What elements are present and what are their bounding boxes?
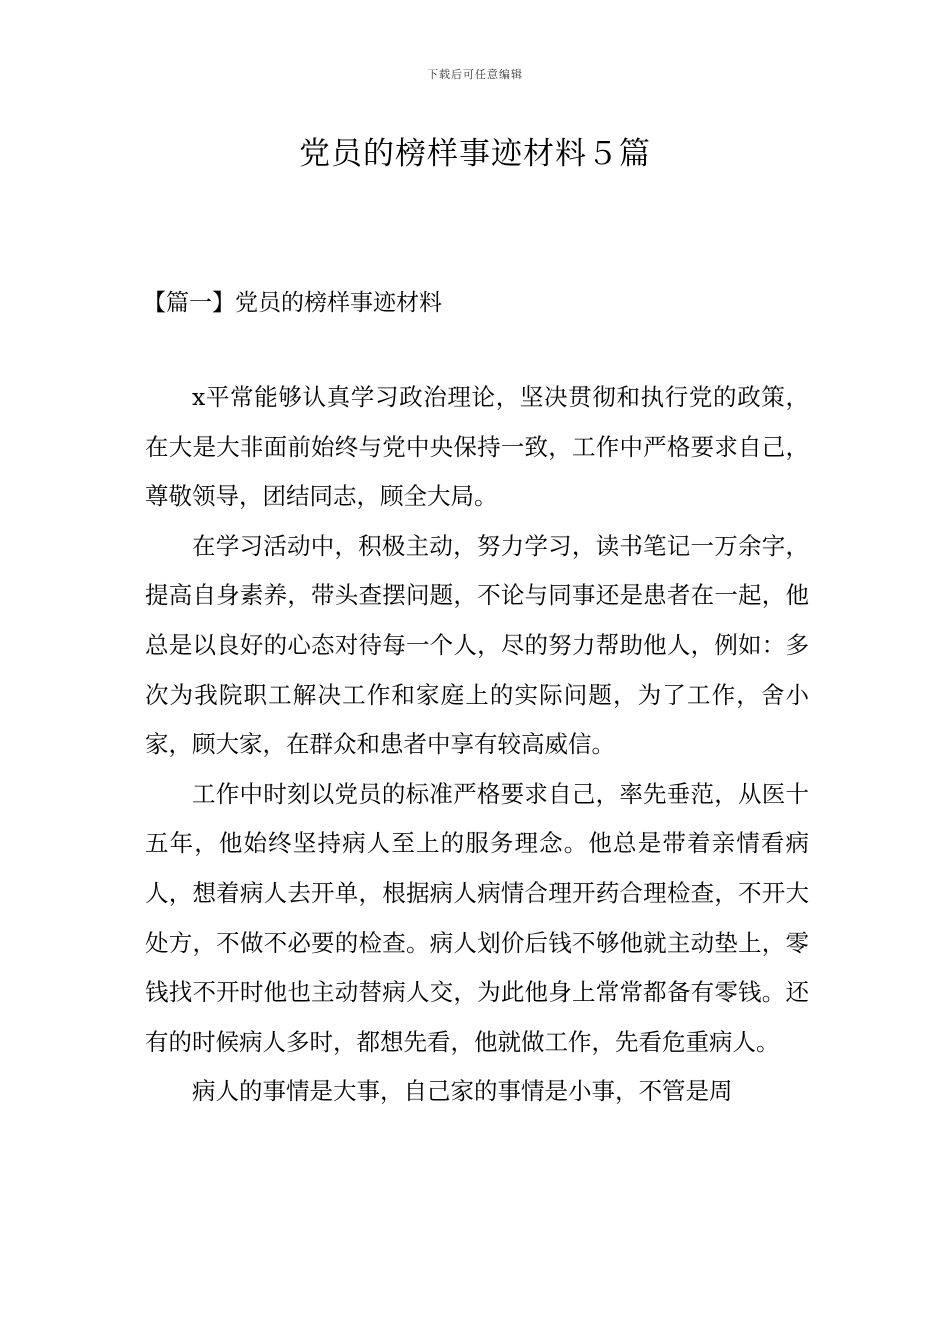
paragraph-3: 工作中时刻以党员的标准严格要求自己，率先垂范，从医十五年，他始终坚持病人至上的服务理念。他总是带着亲情看病人，想着病人去开单，根据病人病情合理开药合理检查，不开大处方，不做不必要的检查。病人划价后钱不够他就主动垫上，零钱找不开时他也主动替病人交，为此他身上常常都备有零钱。还有的时候病人多时，都想先看，他就做工作，先看危重病人。 <box>145 779 809 1056</box>
paragraph-4: 病人的事情是大事，自己家的事情是小事，不管是周 <box>192 1077 733 1106</box>
header-note: 下载后可任意编辑 <box>427 68 523 81</box>
paragraph-1: x平常能够认真学习政治理论，坚决贯彻和执行党的政策，在大是大非面前始终与党中央保持一致，工作中严格要求自己，尊敬领导，团结同志，顾全大局。 <box>145 383 809 511</box>
section-heading: 【篇一】党员的榜样事迹材料 <box>143 290 442 316</box>
document-title: 党员的榜样事迹材料５篇 <box>299 136 651 172</box>
paragraph-2: 在学习活动中，积极主动，努力学习，读书笔记一万余字，提高自身素养，带头查摆问题，不论与同事还是患者在一起，他总是以良好的心态对待每一个人，尽的努力帮助他人，例如：多次为我院职工解决工作和家庭上的实际问题，为了工作，舍小家，顾大家，在群众和患者中享有较高威信。 <box>145 531 809 759</box>
body-text <box>145 373 809 1117</box>
